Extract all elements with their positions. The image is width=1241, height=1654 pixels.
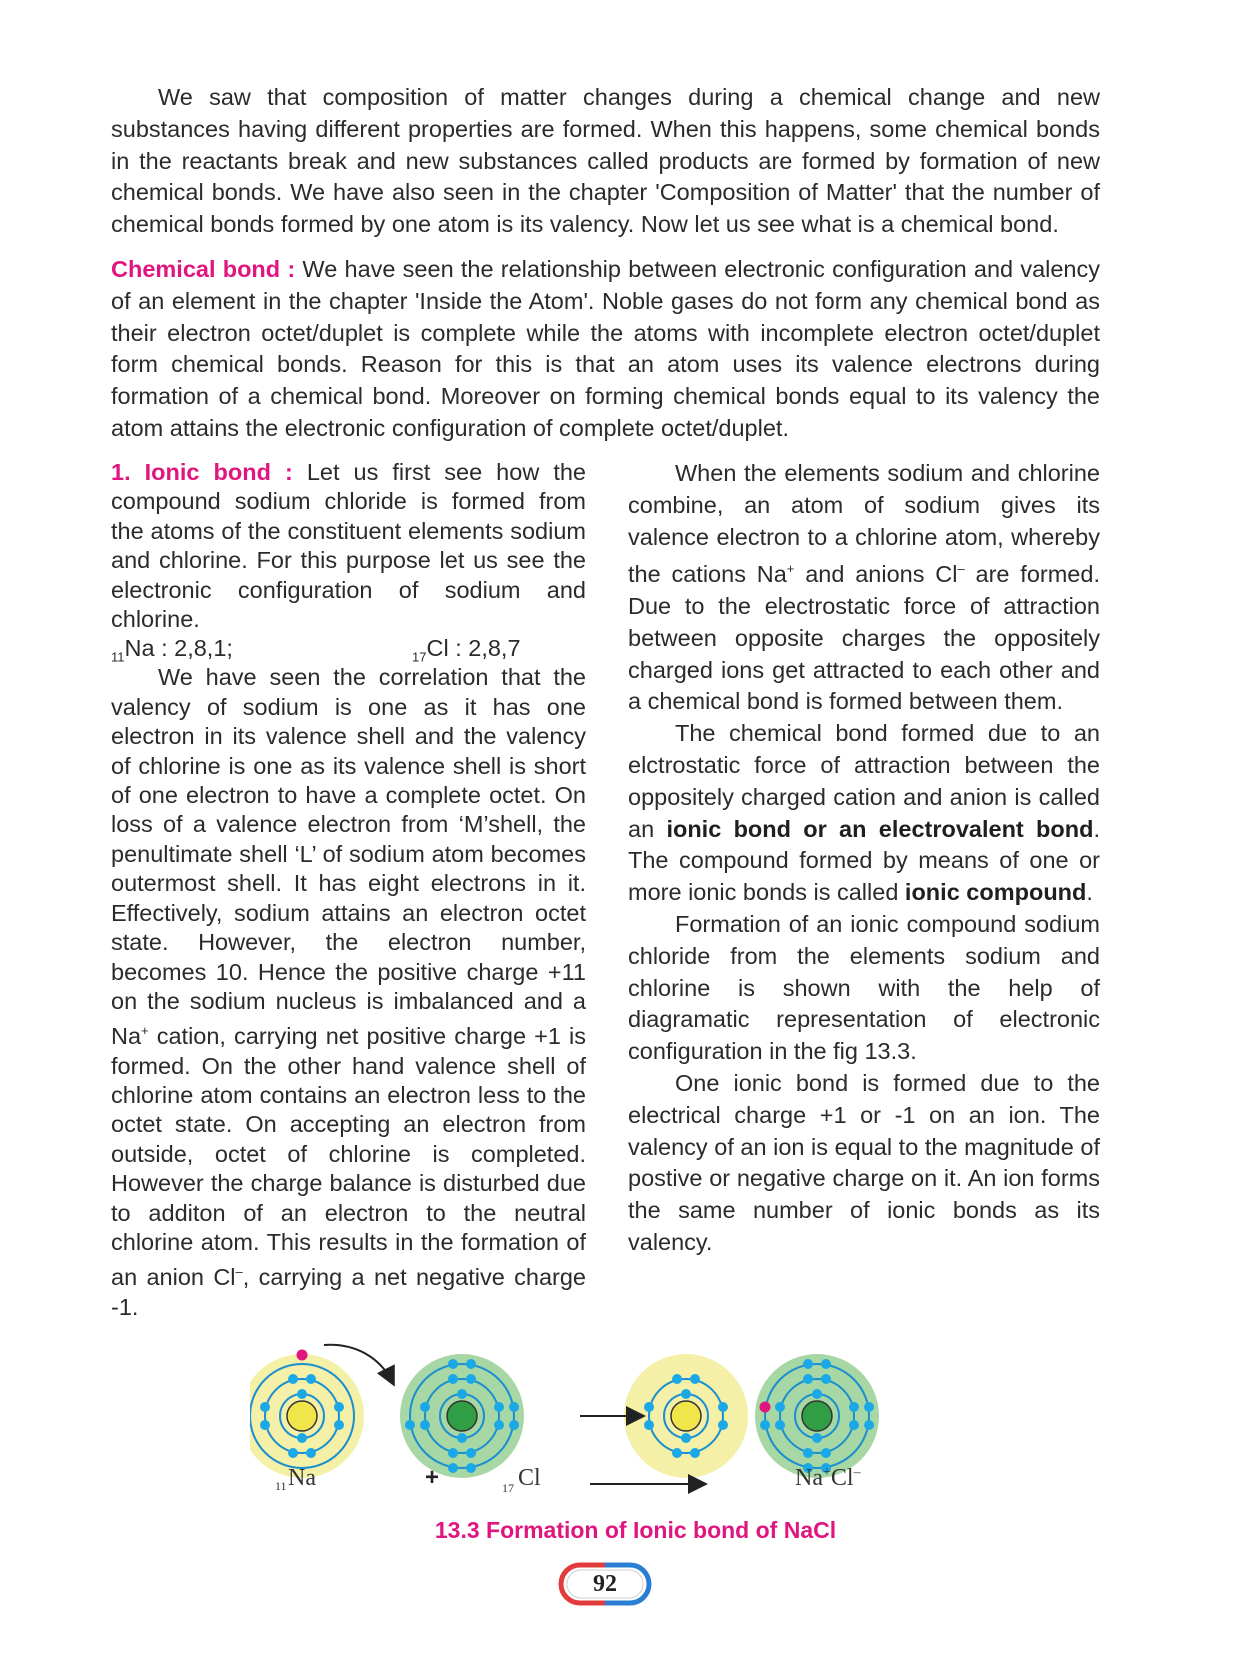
electron	[334, 1420, 344, 1430]
electron	[288, 1448, 298, 1458]
transferred-electron	[297, 1350, 308, 1361]
electron	[821, 1359, 831, 1369]
electron	[718, 1402, 728, 1412]
electron	[509, 1420, 519, 1430]
electron	[803, 1448, 813, 1458]
electron	[466, 1374, 476, 1384]
plus-sign: +	[425, 1464, 440, 1491]
sodium-ion-diagram	[624, 1354, 748, 1478]
rp1-text-c: are formed. Due to the electrostatic force of attraction between opposite charges the oppositely charged ions get attracted to each other and a chemical bond is formed between them.	[628, 561, 1100, 715]
chlorine-atomic-number: 17	[412, 650, 427, 666]
cl-atomic-number-label: 17	[502, 1481, 514, 1495]
na-atomic-number-label: 11	[275, 1479, 287, 1493]
right-paragraph-2	[628, 718, 1100, 909]
transferred-electron	[760, 1402, 771, 1413]
electron	[297, 1433, 307, 1443]
electron	[466, 1359, 476, 1369]
cation-charge: +	[141, 1023, 149, 1039]
product-na: Na	[795, 1465, 823, 1491]
electron	[457, 1389, 467, 1399]
electron	[812, 1389, 822, 1399]
anion-charge: –	[235, 1264, 243, 1280]
electron	[297, 1389, 307, 1399]
figure-caption: 13.3 Formation of Ionic bond of NaCl	[434, 1517, 837, 1543]
rp2-text-a: The chemical bond formed due to an elctrostatic force of attraction between the oppositely charged cation and anion is called an	[628, 720, 1100, 842]
valency-text-part-2: cation, carrying net positive charge +1 is formed. On the other hand valence shell of chlorine atom contains an electron less to the octet state. On accepting an electron from outside, octet of chlorine is completed. However the charge balance is disturbed due to additon of an electron to the neutral chlorine atom. This results in the formation of an anion Cl	[111, 1023, 586, 1291]
intro-paragraph: We saw that composition of matter changes during a chemical change and new substances having different properties are formed. When this happens, some chemical bonds in the reactants break and new substances called products are formed by formation of new chemical bonds. We have also seen in the chapter 'Composition of Matter' that the number of chemical bonds formed by one atom is its valency. Now let us see what is a chemical bond.	[111, 84, 1100, 238]
rp1-anion-charge: –	[957, 561, 965, 577]
product-cl-charge: –	[853, 1465, 861, 1480]
sodium-atom-diagram	[250, 1350, 364, 1479]
chlorine-atom-diagram	[400, 1354, 524, 1478]
product-label	[795, 1465, 862, 1491]
electron	[306, 1448, 316, 1458]
electron	[405, 1420, 415, 1430]
nacl-formation-figure	[250, 1335, 970, 1515]
chemical-bond-paragraph	[111, 254, 1100, 445]
electron	[466, 1463, 476, 1473]
page-number-badge	[550, 1561, 660, 1607]
electron	[672, 1374, 682, 1384]
left-column	[111, 458, 586, 1322]
chemical-bond-section	[111, 254, 1100, 445]
electron	[260, 1402, 270, 1412]
ionic-bond-term: ionic bond or an electrovalent bond	[666, 815, 1094, 842]
electron	[494, 1420, 504, 1430]
chlorine-config-text: Cl : 2,8,7	[426, 635, 521, 662]
valency-text-part-3: , carrying a net negative charge -1.	[111, 1264, 586, 1320]
electron	[849, 1402, 859, 1412]
electron	[864, 1402, 874, 1412]
intro-section	[111, 82, 1100, 241]
sodium-config-text: Na : 2,8,1;	[124, 635, 233, 662]
electron	[448, 1448, 458, 1458]
valency-paragraph	[111, 663, 586, 1322]
electron	[509, 1402, 519, 1412]
electronic-configuration-line	[111, 634, 586, 666]
product-cl: Cl	[830, 1465, 854, 1491]
electron	[849, 1420, 859, 1430]
ionic-bond-intro	[111, 458, 586, 634]
electron	[420, 1420, 430, 1430]
electron	[760, 1420, 770, 1430]
electron	[334, 1402, 344, 1412]
electron	[420, 1402, 430, 1412]
nucleus	[287, 1401, 317, 1431]
rp1-cation-charge: +	[786, 561, 795, 577]
page-number: 92	[593, 1571, 617, 1597]
electron	[644, 1402, 654, 1412]
electron	[672, 1448, 682, 1458]
rp1-text-a: When the elements sodium and chlorine combine, an atom of sodium gives its valence electron to a chlorine atom, whereby the cations Na	[628, 460, 1100, 588]
ionic-bond-intro-text: Let us first see how the compound sodium chloride is formed from the atoms of the constituent elements sodium and chlorine. For this purpose let us see the electronic configuration of sodium and chlorine.	[111, 459, 586, 633]
sodium-configuration	[111, 634, 233, 672]
product-na-charge: +	[822, 1465, 831, 1480]
right-paragraph-3: Formation of an ionic compound sodium chloride from the elements sodium and chlorine is shown with the help of diagramatic representation of electronic configuration in the fig 13.3.	[628, 910, 1100, 1065]
electron	[775, 1420, 785, 1430]
electron	[448, 1359, 458, 1369]
na-label: Na	[288, 1465, 316, 1491]
rp1-text-b: and anions Cl	[794, 561, 958, 588]
electron	[690, 1448, 700, 1458]
nucleus	[802, 1401, 832, 1431]
right-paragraph-1	[628, 458, 1100, 718]
valency-text-part-1: We have seen the correlation that the valency of sodium is one as it has one electron in its valence shell and the valency of chlorine is one as its valence shell is short of one electron to have a complete octet. On loss of a valence electron from ‘M’shell, the penultimate shell ‘L’ of sodium atom becomes outermost shell. It has eight electrons in it. Effectively, sodium attains an electron octet state. However, the electron number, becomes 10. Hence the positive charge +11 on the sodium nucleus is imbalanced and a Na	[111, 664, 586, 1050]
electron	[812, 1433, 822, 1443]
chlorine-configuration	[412, 634, 521, 672]
ionic-compound-term: ionic compound	[904, 879, 1087, 906]
electron	[681, 1389, 691, 1399]
electron	[681, 1433, 691, 1443]
chloride-ion-diagram	[755, 1354, 879, 1478]
electron	[494, 1402, 504, 1412]
electron	[821, 1374, 831, 1384]
cl-label: Cl	[518, 1465, 541, 1491]
electron	[775, 1402, 785, 1412]
electron	[718, 1420, 728, 1430]
rp2-text-c: .	[1086, 879, 1093, 906]
electron	[803, 1374, 813, 1384]
electron	[306, 1374, 316, 1384]
nucleus	[671, 1401, 701, 1431]
electron	[288, 1374, 298, 1384]
electron	[690, 1374, 700, 1384]
electron	[457, 1433, 467, 1443]
electron	[821, 1448, 831, 1458]
electron	[260, 1420, 270, 1430]
ionic-bond-heading: 1. Ionic bond :	[111, 459, 293, 485]
sodium-atomic-number: 11	[111, 650, 125, 666]
rp2-text-b: . The compound formed by means of one or more ionic bonds is called	[628, 815, 1100, 906]
electron	[644, 1420, 654, 1430]
right-column	[628, 458, 1100, 1259]
electron	[448, 1463, 458, 1473]
chemical-bond-text: We have seen the relationship between electronic configuration and valency of an element in the chapter 'Inside the Atom'. Noble gases do not form any chemical bond as their electron octet/duplet is complete while the atoms with incomplete electron octet/duplet form chemical bonds. Reason for this is that an atom uses its valence electrons during formation of a chemical bond. Moreover on forming chemical bonds equal to its valency the atom attains the electronic configuration of complete octet/duplet.	[111, 256, 1100, 441]
nucleus	[447, 1401, 477, 1431]
electron	[466, 1448, 476, 1458]
chemical-bond-heading: Chemical bond :	[111, 256, 296, 282]
electron	[803, 1359, 813, 1369]
right-paragraph-4: One ionic bond is formed due to the electrical charge +1 or -1 on an ion. The valency of an ion is equal to the magnitude of postive or negative charge on it. An ion forms the same number of ionic bonds as its valency.	[628, 1069, 1100, 1255]
electron	[448, 1374, 458, 1384]
electron	[864, 1420, 874, 1430]
